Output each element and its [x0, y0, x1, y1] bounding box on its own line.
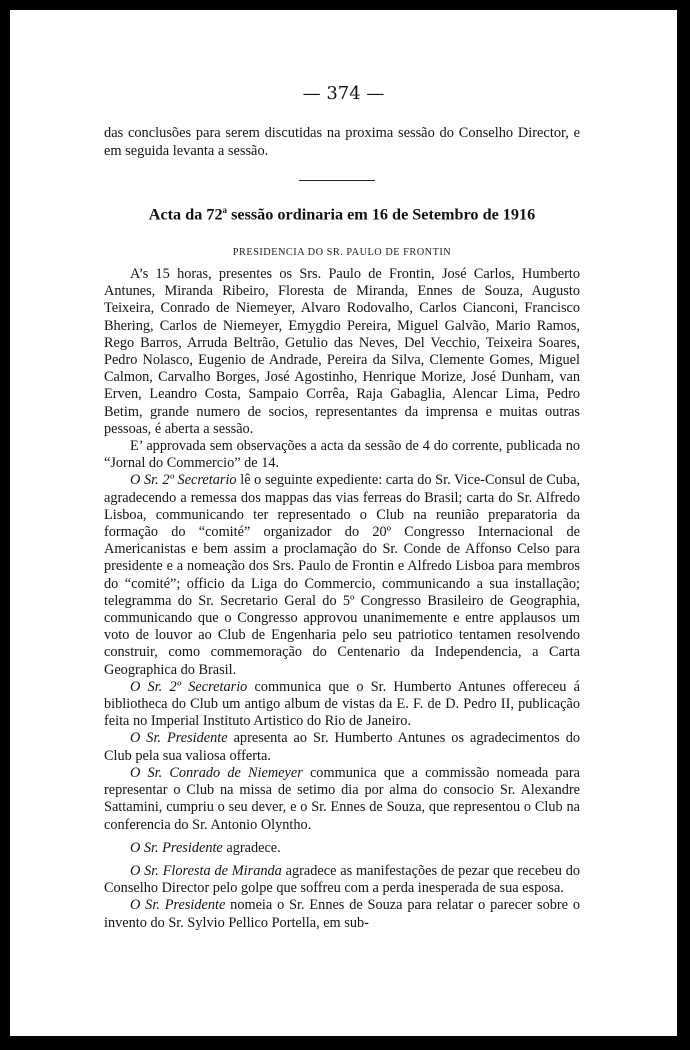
opening-paragraph: das conclusões para serem discutidas na proxima sessão do Conselho Director, e em seguida levanta a sessão.	[104, 125, 580, 159]
heading-text-end: sessão ordinaria em 16 de Setembro de 1916	[227, 205, 536, 224]
speaker-name: O Sr. Conrado de Niemeyer	[130, 764, 303, 781]
paragraph-correspondence: O Sr. 2º Secretario lê o seguinte expediente: carta do Sr. Vice-Consul de Cuba, agradecendo a remessa dos mappas das vias ferreas do Brasil; carta do Sr. Alfredo Lisboa, communicando ter representado o Club na reunião preparatoria da formação do “comité” organizador do 20º Congresso Internacional de Americanistas e bem assim a proclamação do Sr. Conde de Affonso Celso para presidente e a nomeação dos Srs. Paulo de Frontin e Alfredo Lisboa para membros do “comité”; officio da Liga do Commercio, communicando a sua installação; telegramma do Sr. Secretario Geral do 5º Congresso Brasileiro de Geographia, communicando que o Congresso approvou unanimemente e entre applausos um voto de louvor ao Club de Engenharia pelo seu patriotico tentamen resolvendo construir, como commemoração do Centenario da Independencia, a Carta Geographica do Brasil.	[104, 472, 580, 678]
page-number: — 374 —	[302, 83, 385, 104]
section-heading	[104, 205, 580, 224]
paragraph-thanks: O Sr. Presidente apresenta ao Sr. Humberto Antunes os agradecimentos do Club pela sua valiosa offerta.	[104, 730, 580, 764]
speaker-name: O Sr. 2º Secretario	[130, 678, 248, 695]
speaker-name: O Sr. Presidente	[130, 897, 226, 914]
speaker-name: O Sr. 2º Secretario	[130, 472, 237, 489]
scanned-page	[10, 10, 677, 1036]
presidency-line: PRESIDENCIA DO SR. PAULO DE FRONTIN	[232, 247, 452, 258]
paragraph-president-thanks: O Sr. Presidente agradece.	[130, 839, 281, 856]
section-divider	[299, 180, 375, 181]
heading-superscript: a	[222, 205, 228, 215]
minutes-body	[104, 266, 580, 932]
paragraph-album-offer: O Sr. 2º Secretario communica que o Sr. Humberto Antunes offereceu á bibliotheca do Club um antigo album de vistas da E. F. de D. Pedro II, publicação feita no Imperial Instituto Artistico do Rio de Janeiro.	[104, 678, 580, 730]
heading-text-start: Acta da 72	[148, 205, 223, 224]
paragraph-nomination: O Sr. Presidente nomeia o Sr. Ennes de Souza para relatar o parecer sobre o invento do Sr. Sylvio Pellico Portella, em sub-	[104, 897, 580, 931]
paragraph-approval: E’ approvada sem observações a acta da sessão de 4 do corrente, publicada no “Jornal do Commercio” de 14.	[104, 438, 580, 472]
paragraph-commission: O Sr. Conrado de Niemeyer communica que a commissão nomeada para representar o Club na missa de setimo dia por alma do consocio Sr. Alexandre Sattamini, cumpriu o seu dever, e o Sr. Ennes de Souza, que representou o Club na conferencia do Sr. Antonio Olyntho.	[104, 764, 580, 833]
speaker-name: O Sr. Floresta de Miranda	[130, 862, 282, 879]
paragraph-condolences: O Sr. Floresta de Miranda agradece as manifestações de pezar que recebeu do Conselho Director pelo golpe que soffreu com a perda inesperada de sua esposa.	[104, 862, 580, 897]
paragraph-attendance: A’s 15 horas, presentes os Srs. Paulo de Frontin, José Carlos, Humberto Antunes, Miranda Ribeiro, Floresta de Miranda, Ennes de Souza, Augusto Teixeira, Conrado de Niemeyer, Alvaro Rodovalho, Carlos Cianconi, Francisco Bhering, Carlos de Niemeyer, Emygdio Pereira, Miguel Galvão, Mario Ramos, Rego Barros, Arruda Beltrão, Getulio das Neves, Del Vecchio, Teixeira Soares, Pedro Nolasco, Eugenio de Andrade, Pereira da Silva, Clemente Gomes, Miguel Calmon, Carvalho Borges, José Agostinho, Henrique Morize, José Dunham, van Erven, Leandro Costa, Sampaio Corrêa, Raja Gabaglia, Alencar Lima, Pedro Betim, grande numero de socios, representantes da imprensa e muitas outras pessoas, é aberta a sessão.	[104, 266, 580, 437]
speaker-name: O Sr. Presidente	[130, 839, 223, 856]
speaker-name: O Sr. Presidente	[130, 730, 228, 747]
